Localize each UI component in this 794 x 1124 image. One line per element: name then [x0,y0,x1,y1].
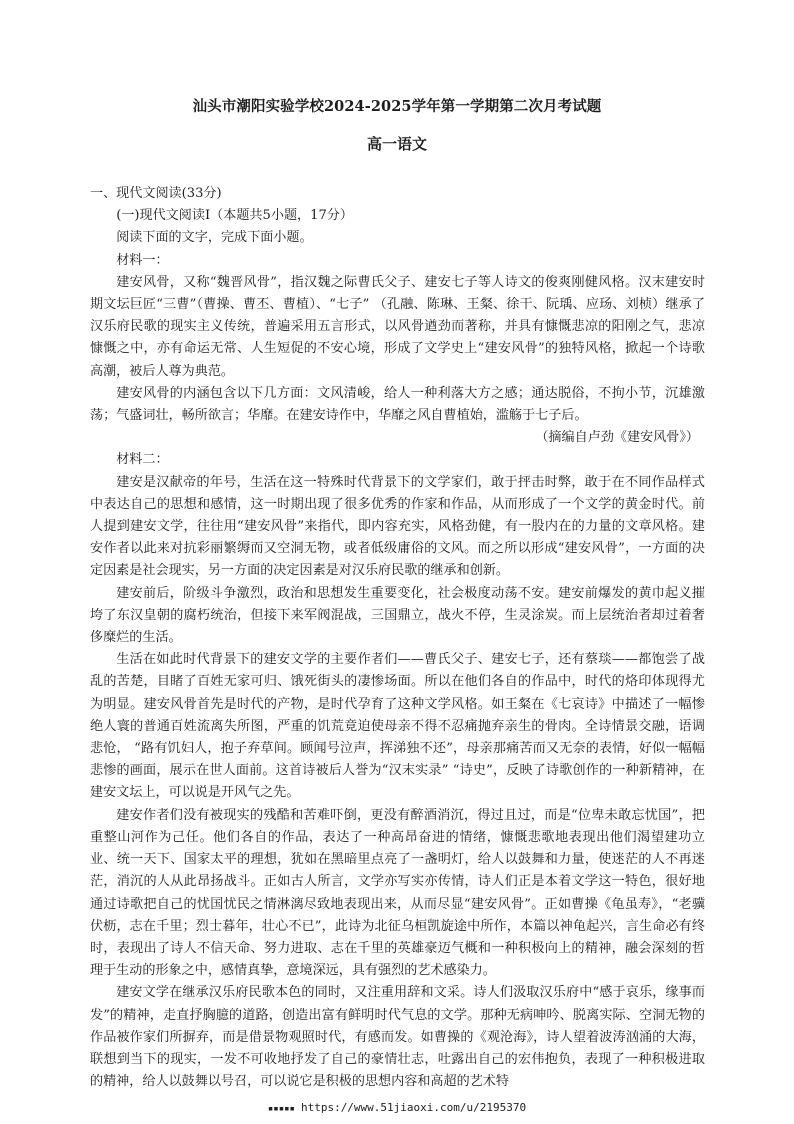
sub-heading: (一)现代文阅读Ⅰ（本题共5小题，17分） [116,208,353,224]
material1-label: 材料一： [116,252,169,268]
material1-source: （摘编自卢劲《建安风骨》） [535,430,699,446]
reading-section [90,183,705,1093]
instruction-text: 阅读下面的文字，完成下面小题。 [116,230,313,246]
section-heading: 一、现代文阅读(33分) [90,186,222,201]
page-title: 汕头市潮阳实验学校2024-2025学年第一学期第二次月考试题 [192,98,602,115]
material1-paragraph: 建安风骨，又称“魏晋风骨”，指汉魏之际曹氏父子、建安七子等人诗文的俊爽刚健风格。汉末建安时期文坛巨匠“三曹”（曹操、曹丕、曹植）、“七子” （孔融、陈琳、王粲、徐干、阮瑀、应玚、刘桢）继承了汉乐府民歌的现实主义传统，普遍采用五言形式，以风骨遒劲而著称，并具有慷慨悲凉的阳刚之气，悲凉慷慨之中，亦有命运无常、人生短促的不安心境，形成了文学史上“建安风骨”的独特风格，掀起一个诗歌高潮，被后人尊为典范。 [90,274,705,379]
material2-paragraph: 建安文学在继承汉乐府民歌本色的同时，又注重用辞和文采。诗人们汲取汉乐府中“感于哀乐，缘事而发”的精神，走直抒胸臆的道路，创造出富有鲜明时代气息的文学。那种无病呻吟、脱离实际、空洞无物的作品被作家们所摒弃，而是借景物观照时代，有感而发。如曹操的《观沧海》，诗人望着波涛汹涌的大海，联想到当下的现实，一发不可收地抒发了自己的豪情壮志，吐露出自己的宏伟抱负，表现了一种积极进取的精神，给人以鼓舞以号召，可以说它是积极的思想内容和高超的艺术特 [90,985,705,1090]
material2-paragraph: 建安前后，阶级斗争激烈，政治和思想发生重要变化，社会极度动荡不安。建安前爆发的黄巾起义摧垮了东汉皇朝的腐朽统治，但接下来军阀混战，三国鼎立，战火不停，生灵涂炭。而上层统治者却过着奢侈糜烂的生活。 [90,585,705,646]
footer-mark: ▪▪▪▪▪ [267,1104,295,1114]
footer-url-link[interactable]: https://www.51jiaoxi.com/u/2195370 [300,1101,527,1114]
material2-paragraph: 建安作者们没有被现实的残酷和苦难吓倒，更没有醉酒消沉，得过且过，而是“位卑未敢忘忧国”，把重整山河作为己任。他们各自的作品，表达了一种高昂奋进的情绪，慷慨悲歌地表现出他们渴望建功立业、统一天下、国家太平的理想，犹如在黑暗里点亮了一盏明灯，给人以鼓舞和力量，使迷茫的人不再迷茫，消沉的人从此昂扬战斗。正如古人所言，文学亦写实亦传情，诗人们正是本着文学这一特色，很好地通过诗歌把自己的忧国忧民之情淋漓尽致地表现出来，从而尽显“建安风骨”。正如曹操《龟虽寿》，“老骥伏枥，志在千里；烈士暮年，壮心不已”，此诗为北征乌桓凯旋途中所作，本篇以神龟起兴，言生命必有终时，表现出了诗人不信天命、努力进取、志在千里的英雄豪迈气概和一种积极向上的精神，融会深刻的哲理于生动的形象之中，感情真挚，意境深远，具有强烈的艺术感染力。 [90,807,705,979]
material2-paragraph: 生活在如此时代背景下的建安文学的主要作者们——曹氏父子、建安七子，还有蔡琰——都饱尝了战乱的苦楚，目睹了百姓无家可归、饿死街头的凄惨场面。所以在他们各自的作品中，时代的烙印体现得尤为明显。建安风骨首先是时代的产物，是时代孕育了这种文学风格。如王粲在《七哀诗》中描述了一幅惨绝人寰的普通百姓流离失所图，严重的饥荒竟迫使母亲不得不忍痛抛弃亲生的骨肉。全诗情景交融，语调悲怆， “路有饥妇人，抱子弃草间。顾闻号泣声，挥涕独不还”，母亲那痛苦而又无奈的表情，好似一幅幅悲惨的画面，展示在世人面前。这首诗被后人誉为“汉末实录” “诗史”，反映了诗歌创作的一种新精神，在建安文坛上，可以说是开风气之先。 [90,652,705,801]
material1-paragraph: 建安风骨的内涵包含以下几方面：文风清峻，给人一种利落大方之感；通达脱俗，不拘小节，沉雄激荡；气盛词壮，畅所欲言；华靡。在建安诗作中，华靡之风自曹植始，滥觞于七子后。 [90,385,705,424]
material2-label: 材料二： [116,452,169,468]
page-subtitle: 高一语文 [366,135,427,153]
material2-paragraph: 建安是汉献帝的年号，生活在这一特殊时代背景下的文学家们，敢于抨击时弊，敢于在不同作品样式中表达自己的思想和感情，这一时期出现了很多优秀的作家和作品，从而形成了一个文学的黄金时代。前人提到建安文学，往往用“建安风骨”来指代，即内容充实，风格劲健，有一股内在的力量的文章风格。建安作者以此来对抗彩丽繁缛而又空洞无物，或者低级庸俗的文风。而之所以形成“建安风骨”，一方面的决定因素是社会现实，另一方面的决定因素是对汉乐府民歌的继承和创新。 [90,474,705,579]
page-footer [0,1101,794,1114]
